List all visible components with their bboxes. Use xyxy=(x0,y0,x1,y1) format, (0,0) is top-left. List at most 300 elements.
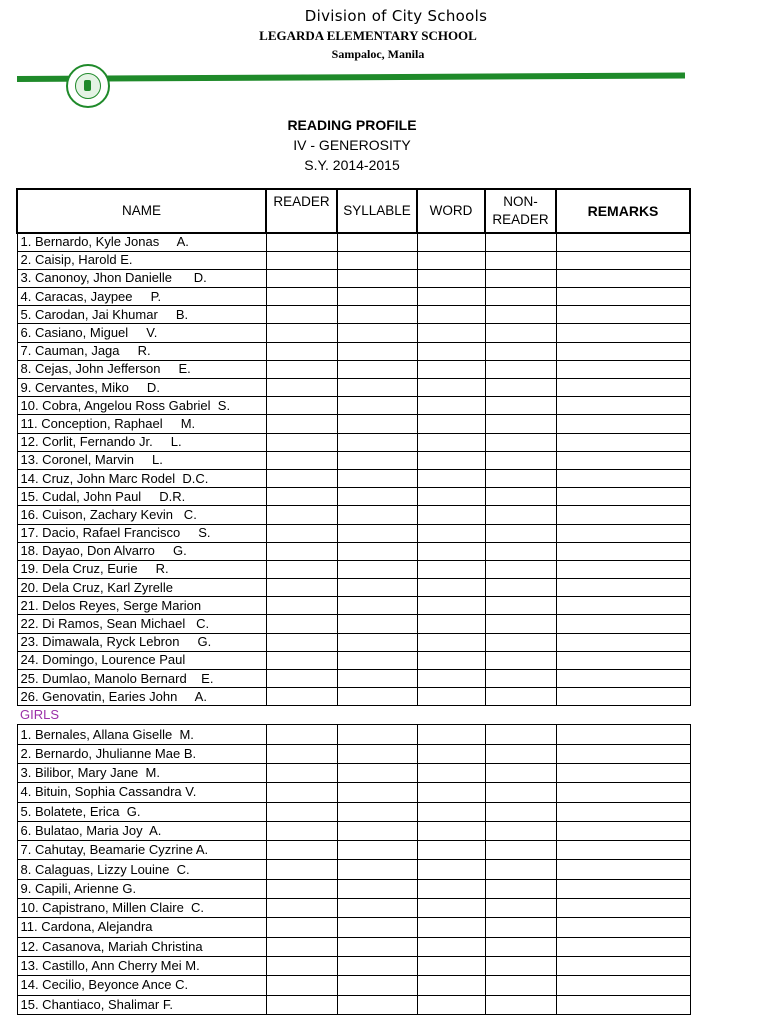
syllable-cell[interactable] xyxy=(337,688,417,706)
word-cell[interactable] xyxy=(417,783,485,802)
remarks-cell[interactable] xyxy=(556,397,690,415)
non-reader-cell[interactable] xyxy=(485,306,556,324)
word-cell[interactable] xyxy=(417,670,485,688)
word-cell[interactable] xyxy=(417,269,485,287)
word-cell[interactable] xyxy=(417,524,485,542)
non-reader-cell[interactable] xyxy=(485,802,556,821)
reader-cell[interactable] xyxy=(266,360,337,378)
table-row-boy xyxy=(17,615,690,633)
student-name: 12. Casanova, Mariah Christina xyxy=(17,937,266,956)
header-divider-line xyxy=(17,73,685,82)
reader-cell[interactable] xyxy=(266,860,337,879)
word-cell[interactable] xyxy=(417,233,485,251)
syllable-cell[interactable] xyxy=(337,360,417,378)
reader-cell[interactable] xyxy=(266,524,337,542)
word-cell[interactable] xyxy=(417,397,485,415)
student-name: 15. Chantiaco, Shalimar F. xyxy=(17,995,266,1014)
non-reader-cell[interactable] xyxy=(485,415,556,433)
syllable-cell[interactable] xyxy=(337,976,417,995)
student-name: 9. Capili, Arienne G. xyxy=(17,879,266,898)
word-cell[interactable] xyxy=(417,937,485,956)
table-row-girl xyxy=(17,783,690,802)
syllable-cell[interactable] xyxy=(337,488,417,506)
word-cell[interactable] xyxy=(417,579,485,597)
syllable-cell[interactable] xyxy=(337,821,417,840)
student-name: 6. Bulatao, Maria Joy A. xyxy=(17,821,266,840)
word-cell[interactable] xyxy=(417,899,485,918)
remarks-cell[interactable] xyxy=(556,783,690,802)
girls-section-row xyxy=(17,706,690,725)
non-reader-cell[interactable] xyxy=(485,725,556,744)
reader-cell[interactable] xyxy=(266,560,337,578)
reader-cell[interactable] xyxy=(266,306,337,324)
non-reader-cell[interactable] xyxy=(485,433,556,451)
remarks-cell[interactable] xyxy=(556,860,690,879)
syllable-cell[interactable] xyxy=(337,251,417,269)
non-reader-cell[interactable] xyxy=(485,233,556,251)
student-name: 10. Capistrano, Millen Claire C. xyxy=(17,899,266,918)
table-row-girl xyxy=(17,725,690,744)
remarks-cell[interactable] xyxy=(556,597,690,615)
reader-cell[interactable] xyxy=(266,651,337,669)
student-name: 1. Bernales, Allana Giselle M. xyxy=(17,725,266,744)
reader-cell[interactable] xyxy=(266,763,337,782)
non-reader-cell[interactable] xyxy=(485,670,556,688)
student-name: 7. Cauman, Jaga R. xyxy=(17,342,266,360)
non-reader-cell[interactable] xyxy=(485,397,556,415)
word-cell[interactable] xyxy=(417,560,485,578)
remarks-cell[interactable] xyxy=(556,633,690,651)
syllable-cell[interactable] xyxy=(337,615,417,633)
non-reader-cell[interactable] xyxy=(485,995,556,1014)
student-name: 11. Conception, Raphael M. xyxy=(17,415,266,433)
document-title: READING PROFILE xyxy=(287,117,417,133)
remarks-cell[interactable] xyxy=(556,488,690,506)
remarks-cell[interactable] xyxy=(556,763,690,782)
remarks-cell[interactable] xyxy=(556,306,690,324)
syllable-cell[interactable] xyxy=(337,597,417,615)
table-header-row xyxy=(17,189,690,233)
non-reader-cell[interactable] xyxy=(485,324,556,342)
non-reader-cell[interactable] xyxy=(485,360,556,378)
syllable-cell[interactable] xyxy=(337,433,417,451)
remarks-cell[interactable] xyxy=(556,744,690,763)
table-row-girl xyxy=(17,763,690,782)
word-cell[interactable] xyxy=(417,802,485,821)
syllable-cell[interactable] xyxy=(337,415,417,433)
table-row-boy xyxy=(17,415,690,433)
syllable-cell[interactable] xyxy=(337,397,417,415)
student-name: 14. Cecilio, Beyonce Ance C. xyxy=(17,976,266,995)
table-row-boy xyxy=(17,379,690,397)
non-reader-cell[interactable] xyxy=(485,597,556,615)
word-cell[interactable] xyxy=(417,251,485,269)
non-reader-cell[interactable] xyxy=(485,976,556,995)
remarks-cell[interactable] xyxy=(556,899,690,918)
remarks-cell[interactable] xyxy=(556,560,690,578)
non-reader-cell[interactable] xyxy=(485,269,556,287)
word-cell[interactable] xyxy=(417,415,485,433)
non-reader-cell[interactable] xyxy=(485,469,556,487)
syllable-cell[interactable] xyxy=(337,918,417,937)
student-name: 6. Casiano, Miguel V. xyxy=(17,324,266,342)
word-cell[interactable] xyxy=(417,342,485,360)
table-row-boy xyxy=(17,670,690,688)
reader-cell[interactable] xyxy=(266,579,337,597)
reader-cell[interactable] xyxy=(266,821,337,840)
table-body xyxy=(17,233,690,1014)
reader-cell[interactable] xyxy=(266,251,337,269)
student-name: 5. Bolatete, Erica G. xyxy=(17,802,266,821)
word-cell[interactable] xyxy=(417,725,485,744)
table-row-girl xyxy=(17,879,690,898)
non-reader-cell[interactable] xyxy=(485,579,556,597)
syllable-cell[interactable] xyxy=(337,783,417,802)
table-row-boy xyxy=(17,597,690,615)
syllable-cell[interactable] xyxy=(337,524,417,542)
remarks-cell[interactable] xyxy=(556,324,690,342)
non-reader-cell[interactable] xyxy=(485,342,556,360)
reader-cell[interactable] xyxy=(266,506,337,524)
remarks-cell[interactable] xyxy=(556,433,690,451)
student-name: 26. Genovatin, Earies John A. xyxy=(17,688,266,706)
reader-cell[interactable] xyxy=(266,688,337,706)
remarks-cell[interactable] xyxy=(556,821,690,840)
remarks-cell[interactable] xyxy=(556,802,690,821)
table-row-boy xyxy=(17,488,690,506)
reader-cell[interactable] xyxy=(266,744,337,763)
word-cell[interactable] xyxy=(417,879,485,898)
non-reader-cell[interactable] xyxy=(485,918,556,937)
reader-cell[interactable] xyxy=(266,597,337,615)
remarks-cell[interactable] xyxy=(556,251,690,269)
student-name: 5. Carodan, Jai Khumar B. xyxy=(17,306,266,324)
school-year: S.Y. 2014-2015 xyxy=(304,157,400,173)
reading-profile-table xyxy=(16,188,691,1015)
syllable-cell[interactable] xyxy=(337,342,417,360)
non-reader-cell[interactable] xyxy=(485,688,556,706)
syllable-cell[interactable] xyxy=(337,763,417,782)
word-cell[interactable] xyxy=(417,860,485,879)
reader-cell[interactable] xyxy=(266,937,337,956)
reader-cell[interactable] xyxy=(266,433,337,451)
column-header-remarks: REMARKS xyxy=(556,189,690,233)
student-name: 2. Bernardo, Jhulianne Mae B. xyxy=(17,744,266,763)
reader-cell[interactable] xyxy=(266,233,337,251)
remarks-cell[interactable] xyxy=(556,269,690,287)
non-reader-cell[interactable] xyxy=(485,524,556,542)
word-cell[interactable] xyxy=(417,615,485,633)
table-row-girl xyxy=(17,956,690,975)
table-row-girl xyxy=(17,802,690,821)
student-name: 19. Dela Cruz, Eurie R. xyxy=(17,560,266,578)
non-reader-cell[interactable] xyxy=(485,651,556,669)
table-row-boy xyxy=(17,324,690,342)
table-row-boy xyxy=(17,469,690,487)
non-reader-cell[interactable] xyxy=(485,560,556,578)
school-location: Sampaloc, Manila xyxy=(331,47,425,61)
syllable-cell[interactable] xyxy=(337,324,417,342)
non-reader-cell[interactable] xyxy=(485,615,556,633)
girls-section-label: GIRLS xyxy=(17,706,690,725)
student-name: 12. Corlit, Fernando Jr. L. xyxy=(17,433,266,451)
division-title: Division of City Schools xyxy=(304,7,488,25)
student-name: 23. Dimawala, Ryck Lebron G. xyxy=(17,633,266,651)
reader-cell[interactable] xyxy=(266,879,337,898)
table-row-boy xyxy=(17,579,690,597)
table-row-girl xyxy=(17,976,690,995)
reader-cell[interactable] xyxy=(266,324,337,342)
remarks-cell[interactable] xyxy=(556,918,690,937)
word-cell[interactable] xyxy=(417,597,485,615)
column-header-non-reader: NON- READER xyxy=(485,189,556,233)
non-reader-cell[interactable] xyxy=(485,763,556,782)
table-row-boy xyxy=(17,433,690,451)
remarks-cell[interactable] xyxy=(556,233,690,251)
student-name: 14. Cruz, John Marc Rodel D.C. xyxy=(17,469,266,487)
word-cell[interactable] xyxy=(417,763,485,782)
student-name: 9. Cervantes, Miko D. xyxy=(17,379,266,397)
reader-cell[interactable] xyxy=(266,469,337,487)
table-row-girl xyxy=(17,821,690,840)
non-reader-cell[interactable] xyxy=(485,288,556,306)
word-cell[interactable] xyxy=(417,306,485,324)
word-cell[interactable] xyxy=(417,688,485,706)
reader-cell[interactable] xyxy=(266,379,337,397)
remarks-cell[interactable] xyxy=(556,725,690,744)
non-reader-cell[interactable] xyxy=(485,783,556,802)
non-reader-cell[interactable] xyxy=(485,956,556,975)
reader-cell[interactable] xyxy=(266,288,337,306)
syllable-cell[interactable] xyxy=(337,879,417,898)
remarks-cell[interactable] xyxy=(556,542,690,560)
syllable-cell[interactable] xyxy=(337,744,417,763)
syllable-cell[interactable] xyxy=(337,579,417,597)
column-header-word: WORD xyxy=(417,189,485,233)
remarks-cell[interactable] xyxy=(556,524,690,542)
table-row-girl xyxy=(17,860,690,879)
table-row-boy xyxy=(17,342,690,360)
non-reader-cell[interactable] xyxy=(485,937,556,956)
remarks-cell[interactable] xyxy=(556,288,690,306)
column-header-reader: READER xyxy=(266,189,337,233)
word-cell[interactable] xyxy=(417,995,485,1014)
syllable-cell[interactable] xyxy=(337,306,417,324)
reader-cell[interactable] xyxy=(266,488,337,506)
syllable-cell[interactable] xyxy=(337,725,417,744)
table-row-boy xyxy=(17,542,690,560)
column-header-syllable: SYLLABLE xyxy=(337,189,417,233)
remarks-cell[interactable] xyxy=(556,506,690,524)
remarks-cell[interactable] xyxy=(556,879,690,898)
syllable-cell[interactable] xyxy=(337,633,417,651)
table-row-boy xyxy=(17,560,690,578)
non-reader-cell[interactable] xyxy=(485,379,556,397)
class-section: IV - GENEROSITY xyxy=(293,137,411,153)
syllable-cell[interactable] xyxy=(337,269,417,287)
word-cell[interactable] xyxy=(417,651,485,669)
student-name: 7. Cahutay, Beamarie Cyzrine A. xyxy=(17,841,266,860)
non-reader-cell[interactable] xyxy=(485,744,556,763)
table-row-boy xyxy=(17,269,690,287)
student-name: 13. Castillo, Ann Cherry Mei M. xyxy=(17,956,266,975)
remarks-cell[interactable] xyxy=(556,615,690,633)
reader-cell[interactable] xyxy=(266,269,337,287)
syllable-cell[interactable] xyxy=(337,560,417,578)
table-row-boy xyxy=(17,288,690,306)
reader-cell[interactable] xyxy=(266,451,337,469)
syllable-cell[interactable] xyxy=(337,451,417,469)
table-row-girl xyxy=(17,744,690,763)
reader-cell[interactable] xyxy=(266,397,337,415)
non-reader-cell[interactable] xyxy=(485,899,556,918)
table-row-boy xyxy=(17,233,690,251)
reader-cell[interactable] xyxy=(266,670,337,688)
word-cell[interactable] xyxy=(417,542,485,560)
word-cell[interactable] xyxy=(417,821,485,840)
remarks-cell[interactable] xyxy=(556,976,690,995)
student-name: 4. Caracas, Jaypee P. xyxy=(17,288,266,306)
word-cell[interactable] xyxy=(417,288,485,306)
school-seal-icon xyxy=(66,64,110,108)
reader-cell[interactable] xyxy=(266,899,337,918)
student-name: 13. Coronel, Marvin L. xyxy=(17,451,266,469)
syllable-cell[interactable] xyxy=(337,860,417,879)
table-row-boy xyxy=(17,524,690,542)
syllable-cell[interactable] xyxy=(337,802,417,821)
word-cell[interactable] xyxy=(417,488,485,506)
table-row-boy xyxy=(17,360,690,378)
table-row-girl xyxy=(17,841,690,860)
reader-cell[interactable] xyxy=(266,615,337,633)
student-name: 24. Domingo, Lourence Paul xyxy=(17,651,266,669)
table-row-boy xyxy=(17,651,690,669)
non-reader-cell[interactable] xyxy=(485,251,556,269)
syllable-cell[interactable] xyxy=(337,841,417,860)
table-row-girl xyxy=(17,937,690,956)
remarks-cell[interactable] xyxy=(556,956,690,975)
word-cell[interactable] xyxy=(417,324,485,342)
student-name: 16. Cuison, Zachary Kevin C. xyxy=(17,506,266,524)
word-cell[interactable] xyxy=(417,956,485,975)
table-row-girl xyxy=(17,995,690,1014)
word-cell[interactable] xyxy=(417,841,485,860)
remarks-cell[interactable] xyxy=(556,379,690,397)
non-reader-cell[interactable] xyxy=(485,506,556,524)
word-cell[interactable] xyxy=(417,469,485,487)
student-name: 10. Cobra, Angelou Ross Gabriel S. xyxy=(17,397,266,415)
table-row-girl xyxy=(17,918,690,937)
reader-cell[interactable] xyxy=(266,995,337,1014)
student-name: 3. Canonoy, Jhon Danielle D. xyxy=(17,269,266,287)
non-reader-cell[interactable] xyxy=(485,451,556,469)
student-name: 21. Delos Reyes, Serge Marion xyxy=(17,597,266,615)
non-reader-cell[interactable] xyxy=(485,542,556,560)
reader-cell[interactable] xyxy=(266,976,337,995)
word-cell[interactable] xyxy=(417,451,485,469)
syllable-cell[interactable] xyxy=(337,899,417,918)
word-cell[interactable] xyxy=(417,976,485,995)
word-cell[interactable] xyxy=(417,379,485,397)
student-name: 15. Cudal, John Paul D.R. xyxy=(17,488,266,506)
remarks-cell[interactable] xyxy=(556,995,690,1014)
syllable-cell[interactable] xyxy=(337,651,417,669)
student-name: 11. Cardona, Alejandra xyxy=(17,918,266,937)
word-cell[interactable] xyxy=(417,633,485,651)
word-cell[interactable] xyxy=(417,918,485,937)
student-name: 8. Cejas, John Jefferson E. xyxy=(17,360,266,378)
student-name: 2. Caisip, Harold E. xyxy=(17,251,266,269)
remarks-cell[interactable] xyxy=(556,360,690,378)
reader-cell[interactable] xyxy=(266,918,337,937)
word-cell[interactable] xyxy=(417,360,485,378)
non-reader-cell[interactable] xyxy=(485,841,556,860)
student-name: 1. Bernardo, Kyle Jonas A. xyxy=(17,233,266,251)
syllable-cell[interactable] xyxy=(337,995,417,1014)
reader-cell[interactable] xyxy=(266,542,337,560)
remarks-cell[interactable] xyxy=(556,451,690,469)
reader-cell[interactable] xyxy=(266,415,337,433)
remarks-cell[interactable] xyxy=(556,469,690,487)
reader-cell[interactable] xyxy=(266,802,337,821)
student-name: 22. Di Ramos, Sean Michael C. xyxy=(17,615,266,633)
word-cell[interactable] xyxy=(417,506,485,524)
table-row-boy xyxy=(17,688,690,706)
table-row-boy xyxy=(17,251,690,269)
student-name: 3. Bilibor, Mary Jane M. xyxy=(17,763,266,782)
remarks-cell[interactable] xyxy=(556,670,690,688)
remarks-cell[interactable] xyxy=(556,937,690,956)
student-name: 4. Bituin, Sophia Cassandra V. xyxy=(17,783,266,802)
reader-cell[interactable] xyxy=(266,956,337,975)
remarks-cell[interactable] xyxy=(556,841,690,860)
student-name: 25. Dumlao, Manolo Bernard E. xyxy=(17,670,266,688)
syllable-cell[interactable] xyxy=(337,233,417,251)
non-reader-cell[interactable] xyxy=(485,488,556,506)
syllable-cell[interactable] xyxy=(337,506,417,524)
remarks-cell[interactable] xyxy=(556,688,690,706)
non-reader-cell[interactable] xyxy=(485,633,556,651)
reader-cell[interactable] xyxy=(266,633,337,651)
syllable-cell[interactable] xyxy=(337,937,417,956)
table-row-boy xyxy=(17,451,690,469)
table-row-boy xyxy=(17,397,690,415)
syllable-cell[interactable] xyxy=(337,288,417,306)
remarks-cell[interactable] xyxy=(556,579,690,597)
syllable-cell[interactable] xyxy=(337,379,417,397)
table-row-boy xyxy=(17,633,690,651)
word-cell[interactable] xyxy=(417,744,485,763)
student-name: 17. Dacio, Rafael Francisco S. xyxy=(17,524,266,542)
remarks-cell[interactable] xyxy=(556,342,690,360)
word-cell[interactable] xyxy=(417,433,485,451)
reader-cell[interactable] xyxy=(266,725,337,744)
non-reader-cell[interactable] xyxy=(485,879,556,898)
student-name: 18. Dayao, Don Alvarro G. xyxy=(17,542,266,560)
syllable-cell[interactable] xyxy=(337,956,417,975)
reader-cell[interactable] xyxy=(266,841,337,860)
reader-cell[interactable] xyxy=(266,783,337,802)
syllable-cell[interactable] xyxy=(337,469,417,487)
syllable-cell[interactable] xyxy=(337,542,417,560)
non-reader-cell[interactable] xyxy=(485,821,556,840)
non-reader-cell[interactable] xyxy=(485,860,556,879)
remarks-cell[interactable] xyxy=(556,415,690,433)
column-header-name: NAME xyxy=(17,189,266,233)
syllable-cell[interactable] xyxy=(337,670,417,688)
reader-cell[interactable] xyxy=(266,342,337,360)
remarks-cell[interactable] xyxy=(556,651,690,669)
